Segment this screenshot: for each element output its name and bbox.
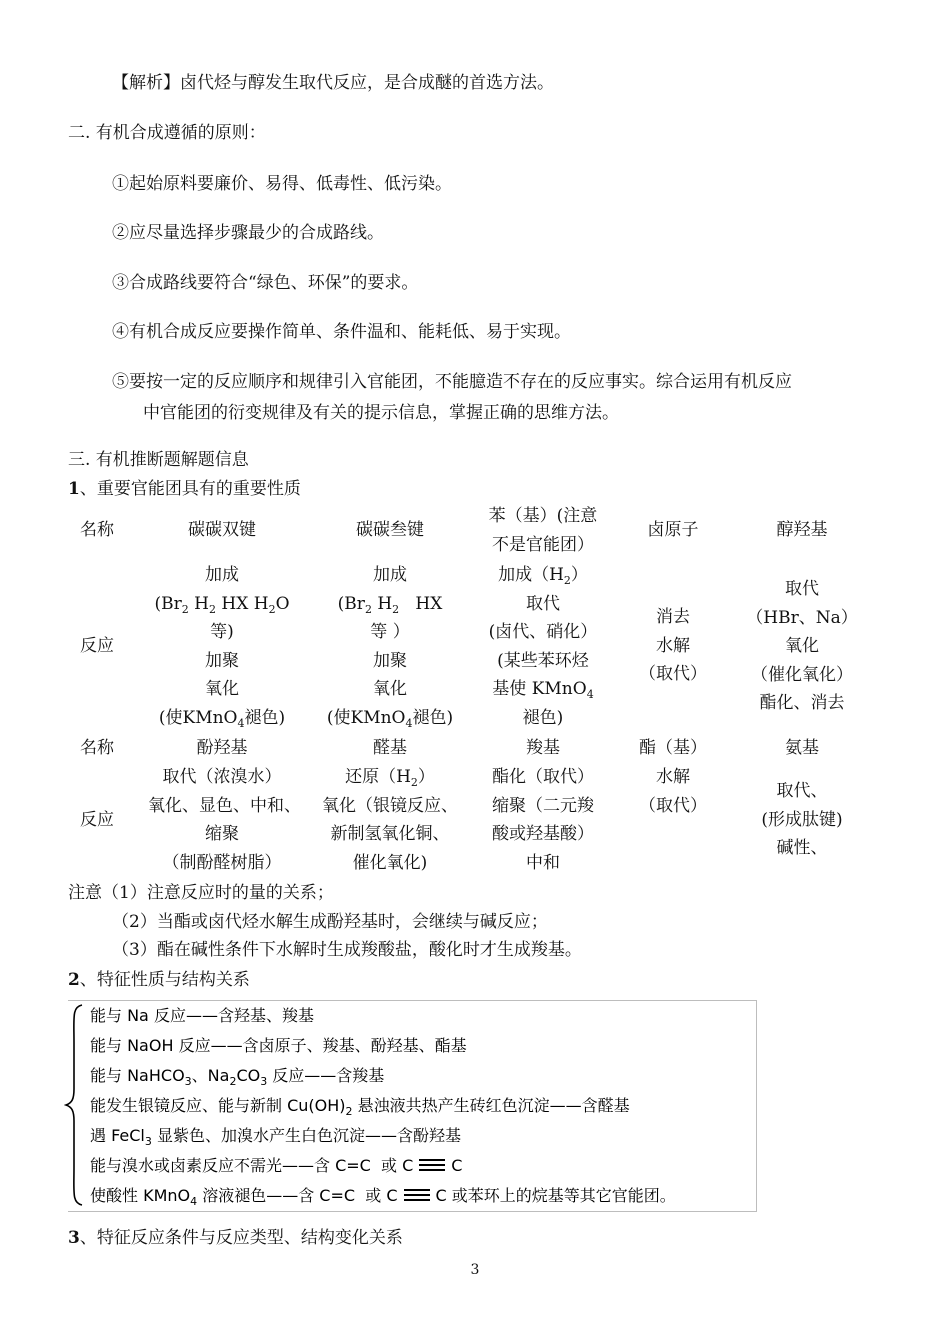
subheading-3: [68, 1227, 403, 1249]
box-line-2: 能与 NaOH 反应——含卤原子、羧基、酚羟基、酯基: [90, 1036, 467, 1055]
text: 取代（浓溴水）: [162, 767, 282, 787]
text: 显紫色、加溴水产生白色沉淀——含酚羟基: [151, 1126, 461, 1145]
subheading-1-number: 1: [68, 479, 80, 499]
header-benzene-line1: 苯（基）(注意: [488, 506, 598, 526]
text: (使KMnO: [158, 707, 238, 728]
note-1: 注意（1）注意反应时的量的关系；: [68, 883, 334, 903]
text: （取代）: [639, 664, 707, 684]
subscript: 3: [184, 1075, 192, 1088]
text: CO: [236, 1066, 261, 1085]
subscript: 4: [237, 716, 245, 730]
subheading-3-number: 3: [68, 1228, 80, 1248]
subscript: 4: [405, 716, 413, 730]
header-benzene: [470, 502, 616, 559]
text: (某些苯环烃: [497, 650, 589, 671]
text: 加聚: [205, 650, 239, 671]
text: （取代）: [639, 795, 707, 816]
text: 新制氢氧化铜、: [330, 824, 450, 844]
text: 、Na: [191, 1066, 230, 1085]
text: 酯化（取代）: [492, 767, 594, 787]
principle-5-cont: 中官能团的衍变规律及有关的提示信息，掌握正确的思维方法。: [143, 403, 619, 423]
text: (形成肽键): [761, 809, 843, 830]
text: [148, 704, 296, 733]
text: 加聚: [373, 650, 407, 671]
principle-3: ③合成路线要符合“绿色、环保”的要求。: [112, 273, 419, 293]
text: ）: [570, 565, 588, 585]
box-line-1: 能与 Na 反应——含羟基、羧基: [90, 1006, 314, 1025]
text: 水解: [656, 635, 690, 656]
text: 缩聚（二元羧: [492, 795, 594, 816]
header-triple-bond: 碳碳叁键: [356, 520, 424, 540]
cell-ester-reactions: [620, 763, 726, 820]
text: 氧化: [785, 636, 819, 656]
text: 能发生银镜反应、能与新制 Cu(OH): [90, 1096, 346, 1115]
principle-4: ④有机合成反应要操作简单、条件温和、能耗低、易于实现。: [112, 322, 571, 342]
subheading-3-text: 、特征反应条件与反应类型、结构变化关系: [79, 1228, 403, 1248]
cell-aldehyde-reactions: [316, 763, 464, 877]
text: （制酚醛树脂）: [162, 852, 282, 873]
subscript: 2: [410, 776, 418, 789]
cell-triple-bond-reactions: [316, 561, 464, 732]
text: [470, 561, 616, 590]
subscript: 4: [190, 1195, 198, 1208]
subscript: 2: [268, 602, 276, 616]
text: 氧化: [373, 679, 407, 699]
header-aldehyde: 醛基: [373, 738, 407, 758]
text: C 或苯环上的烷基等其它官能团。: [435, 1186, 676, 1205]
text: [316, 590, 464, 619]
text: C: [451, 1156, 463, 1175]
page-number: 3: [470, 1262, 480, 1278]
text: 碱性、: [776, 838, 828, 858]
text: 悬浊液共热产生砖红色沉淀——含醛基: [352, 1096, 630, 1115]
subheading-1: [68, 478, 301, 500]
text: C: [402, 1156, 414, 1175]
principle-5: ⑤要按一定的反应顺序和规律引入官能团，不能臆造不存在的反应事实。综合运用有机反应: [112, 372, 792, 392]
cell-halogen-reactions: [620, 603, 726, 689]
cell-double-bond-reactions: [148, 561, 296, 732]
subscript: 4: [586, 688, 594, 701]
note-2: （2）当酯或卤代烃水解生成酚羟基时，会继续与碱反应；: [112, 912, 548, 932]
text: 褪色): [244, 707, 286, 728]
text: (使KMnO: [326, 707, 406, 728]
text: C: [386, 1186, 398, 1205]
box-line-5: [90, 1124, 461, 1148]
text: 能与溴水或卤素反应不需光——含 C=C 或: [90, 1156, 398, 1175]
principle-1: ①起始原料要廉价、易得、低毒性、低污染。: [112, 174, 452, 194]
left-brace-icon: [64, 1003, 88, 1207]
cell-carboxyl-reactions: [470, 763, 616, 877]
header-phenol: 酚羟基: [196, 738, 248, 758]
text: 缩聚: [205, 824, 239, 844]
box-line-6: [90, 1154, 462, 1178]
section-heading-2: 二. 有机合成遵循的原则：: [68, 123, 266, 143]
text: 酸或羟基酸）: [492, 824, 594, 844]
subscript: 3: [144, 1135, 152, 1148]
text: 加成（H: [498, 565, 564, 585]
text: 氧化、显色、中和、: [148, 795, 301, 816]
note-3: （3）酯在碱性条件下水解时生成羧酸盐，酸化时才生成羧基。: [112, 940, 582, 960]
subheading-1-text: 、重要官能团具有的重要性质: [79, 479, 301, 499]
header-double-bond: 碳碳双键: [188, 520, 256, 540]
text: 还原（H: [345, 767, 411, 787]
text: 取代: [526, 593, 560, 614]
text: 能与 NaHCO: [90, 1066, 185, 1085]
text: 遇 FeCl: [90, 1126, 145, 1145]
header-carboxyl: 羧基: [526, 738, 560, 758]
text: 酯化、消去: [759, 693, 845, 713]
text: 取代、: [776, 781, 828, 801]
text: 水解: [656, 767, 690, 787]
text: 加成: [373, 565, 407, 585]
text: [316, 763, 464, 792]
header-benzene-line2: 不是官能团）: [492, 534, 594, 555]
text: 氧化: [205, 679, 239, 699]
triple-bond-icon: [415, 1156, 449, 1172]
subscript: 2: [563, 574, 571, 587]
text: ）: [417, 767, 435, 787]
text: (卤代、硝化）: [488, 622, 598, 642]
text: H: [371, 593, 393, 614]
cell-alcohol-reactions: [740, 575, 864, 718]
subscript: 2: [392, 602, 400, 616]
text: (Br: [154, 593, 182, 614]
text: （HBr、Na）: [746, 607, 858, 628]
text: H: [188, 593, 209, 614]
text: [148, 590, 296, 619]
text: 使酸性 KMnO: [90, 1186, 191, 1205]
text: HX H: [216, 593, 269, 614]
text: 等): [210, 622, 234, 642]
table-row-label-reaction-2: 反应: [80, 810, 114, 830]
text: O: [275, 593, 290, 614]
header-alcohol: 醇羟基: [776, 520, 828, 540]
text: 等 ）: [370, 622, 410, 642]
subscript: 2: [181, 602, 189, 616]
text: （催化氧化）: [751, 664, 853, 685]
subscript: 2: [345, 1105, 353, 1118]
table-row-label-reaction: 反应: [80, 636, 114, 656]
property-structure-box: [68, 1000, 757, 1212]
box-line-7: [90, 1184, 676, 1208]
text: (Br: [337, 593, 365, 614]
header-ester: 酯（基）: [639, 738, 707, 758]
text: 取代: [785, 579, 819, 599]
section-heading-3: 三. 有机推断题解题信息: [68, 450, 249, 470]
text: 消去: [656, 607, 690, 627]
text: 褪色): [522, 707, 564, 728]
text: 催化氧化): [352, 852, 428, 873]
text: 溶液褪色——含 C=C 或: [197, 1186, 382, 1205]
cell-phenol-reactions: [148, 763, 301, 877]
subheading-2: [68, 969, 250, 991]
header-halogen: 卤原子: [647, 520, 699, 540]
triple-bond-icon: [400, 1186, 434, 1202]
table-row-label-name-2: 名称: [80, 738, 114, 758]
subscript: 2: [229, 1075, 237, 1088]
text: 反应——含羧基: [267, 1066, 385, 1085]
subscript: 3: [260, 1075, 268, 1088]
analysis-text: 【解析】卤代烃与醇发生取代反应，是合成醚的首选方法。: [112, 73, 554, 93]
text: 加成: [205, 565, 239, 585]
subheading-2-text: 、特征性质与结构关系: [79, 970, 250, 990]
text: [316, 704, 464, 733]
box-line-4: [90, 1094, 630, 1118]
cell-amino-reactions: [740, 777, 864, 863]
header-amino: 氨基: [785, 738, 819, 758]
box-line-3: [90, 1064, 384, 1088]
text: 基使 KMnO: [492, 679, 587, 699]
text: 中和: [526, 852, 560, 873]
text: 氧化（银镜反应、: [322, 795, 458, 816]
principle-2: ②应尽量选择步骤最少的合成路线。: [112, 223, 384, 243]
table-row-label-name: 名称: [80, 520, 114, 540]
subheading-2-number: 2: [68, 970, 80, 990]
subscript: 2: [209, 602, 216, 616]
text: HX: [399, 593, 443, 614]
text: 褪色): [412, 707, 454, 728]
subscript: 2: [364, 602, 372, 616]
cell-benzene-reactions: [470, 561, 616, 732]
text: [470, 675, 616, 704]
